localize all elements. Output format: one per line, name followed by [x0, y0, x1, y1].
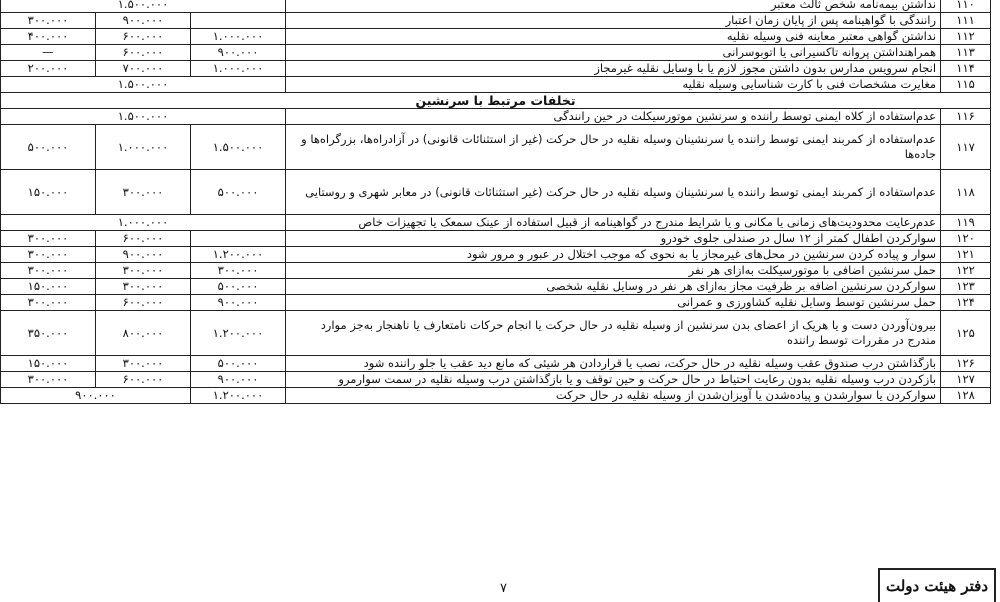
fine-row	[1, 372, 991, 388]
fine-amount-2: ۳۰۰.۰۰۰	[96, 263, 191, 279]
row-number: ۱۱۶	[941, 109, 991, 125]
violation-description: انجام سرویس مدارس بدون داشتن مجوز لازم یا با وسایل نقلیه غیرمجاز	[286, 61, 941, 77]
page-number: ۷	[500, 581, 507, 596]
fine-amount-1: ۹۰۰.۰۰۰	[191, 45, 286, 61]
row-number: ۱۲۳	[941, 279, 991, 295]
fines-table-body	[1, 0, 991, 404]
fine-amount-1: ۱.۵۰۰.۰۰۰	[191, 125, 286, 170]
fine-amount-1: ۵۰۰.۰۰۰	[191, 279, 286, 295]
row-number: ۱۱۵	[941, 77, 991, 93]
fine-amount-3: ۳۰۰.۰۰۰	[1, 247, 96, 263]
fine-amount-1: ۳۰۰.۰۰۰	[191, 263, 286, 279]
fine-amount-2: ۷۰۰.۰۰۰	[96, 61, 191, 77]
section-title: تخلفات مرتبط با سرنشین	[1, 93, 991, 109]
fine-amount-3: ۳۰۰.۰۰۰	[1, 13, 96, 29]
fine-amount-1	[191, 231, 286, 247]
fine-amount-1: ۱.۰۰۰.۰۰۰	[191, 61, 286, 77]
fine-row	[1, 279, 991, 295]
fine-amount-2: ۳۰۰.۰۰۰	[96, 170, 191, 215]
row-number: ۱۱۸	[941, 170, 991, 215]
violation-description: سوارکردن یا سوارشدن و پیاده‌شدن یا آویزان‌شدن از وسیله نقلیه در حال حرکت	[286, 388, 941, 404]
fine-amount-2: ۹۰۰.۰۰۰	[96, 13, 191, 29]
fine-row	[1, 109, 991, 125]
row-number: ۱۱۹	[941, 215, 991, 231]
violation-description: نداشتن گواهی معتبر معاینه فنی وسیله نقلیه	[286, 29, 941, 45]
violation-description: عدم‌استفاده از کمربند ایمنی توسط راننده یا سرنشینان وسیله نقلیه در حال حرکت (غیر استثنائات قانونی) در معابر شهری و روستایی	[286, 170, 941, 215]
section-header-row	[1, 93, 991, 109]
fine-amount-1: ۹۰۰.۰۰۰	[191, 372, 286, 388]
fine-amount-3: ۱۵۰.۰۰۰	[1, 170, 96, 215]
fine-row	[1, 170, 991, 215]
fine-amount-2: ۸۰۰.۰۰۰	[96, 311, 191, 356]
fine-amount-1: ۱.۲۰۰.۰۰۰	[191, 247, 286, 263]
violation-description: مغایرت مشخصات فنی با کارت شناسایی وسیله نقلیه	[286, 77, 941, 93]
fine-amount-2: ۶۰۰.۰۰۰	[96, 295, 191, 311]
fine-amount-merged: ۱.۵۰۰.۰۰۰	[1, 109, 286, 125]
row-number: ۱۲۲	[941, 263, 991, 279]
row-number: ۱۱۷	[941, 125, 991, 170]
fine-amount-merged: ۱.۵۰۰.۰۰۰	[1, 0, 286, 13]
fine-row	[1, 77, 991, 93]
fine-amount-3: ۳۰۰.۰۰۰	[1, 372, 96, 388]
fine-row	[1, 29, 991, 45]
violation-description: رانندگی با گواهینامه پس از پایان زمان اعتبار	[286, 13, 941, 29]
row-number: ۱۲۵	[941, 311, 991, 356]
fine-amount-1: ۵۰۰.۰۰۰	[191, 170, 286, 215]
fine-amount-3: ۱۵۰.۰۰۰	[1, 356, 96, 372]
fine-amount-2: ۳۰۰.۰۰۰	[96, 279, 191, 295]
violation-description: حمل سرنشین اضافی با موتورسیکلت به‌ازای هر نفر	[286, 263, 941, 279]
violation-description: بیرون‌آوردن دست و یا هریک از اعضای بدن سرنشین از وسیله نقلیه در حال حرکت یا انجام حرکات نامتعارف یا ناهنجار به‌جز موارد مندرج در مقررات توسط راننده	[286, 311, 941, 356]
row-number: ۱۲۴	[941, 295, 991, 311]
fine-amount-1	[191, 13, 286, 29]
violation-description: عدم‌استفاده از کمربند ایمنی توسط راننده یا سرنشینان وسیله نقلیه در حال حرکت (غیر از استثنائات قانونی) در آزادراه‌ها، بزرگراه‌ها و جاده‌ها	[286, 125, 941, 170]
fine-amount-merged: ۱.۰۰۰.۰۰۰	[1, 215, 286, 231]
fine-amount-2: ۶۰۰.۰۰۰	[96, 29, 191, 45]
fine-amount-3: ۳۰۰.۰۰۰	[1, 295, 96, 311]
fine-amount-2: ۶۰۰.۰۰۰	[96, 45, 191, 61]
row-number: ۱۱۳	[941, 45, 991, 61]
violation-description: بازکردن درب وسیله نقلیه بدون رعایت احتیاط در حال حرکت و حین توقف و یا بازگذاشتن درب وسیله نقلیه در سمت سوارمرو	[286, 372, 941, 388]
fine-amount-2: ۳۰۰.۰۰۰	[96, 356, 191, 372]
fine-amount-2: ۶۰۰.۰۰۰	[96, 372, 191, 388]
fine-amount-3: ۳۰۰.۰۰۰	[1, 263, 96, 279]
government-office-stamp: دفتر هیئت دولت	[878, 568, 996, 602]
row-number: ۱۲۱	[941, 247, 991, 263]
fine-amount-3: ۱۵۰.۰۰۰	[1, 279, 96, 295]
violation-description: سوارکردن اطفال کمتر از ۱۲ سال در صندلی جلوی خودرو	[286, 231, 941, 247]
fine-row	[1, 247, 991, 263]
fine-amount-2: ۹۰۰.۰۰۰	[96, 247, 191, 263]
fine-amount-1: ۱.۲۰۰.۰۰۰	[191, 311, 286, 356]
fine-row	[1, 13, 991, 29]
fine-row	[1, 231, 991, 247]
fine-row	[1, 61, 991, 77]
fine-amount-merged: ۹۰۰.۰۰۰	[1, 388, 191, 404]
row-number: ۱۱۱	[941, 13, 991, 29]
fine-row	[1, 356, 991, 372]
fine-row	[1, 45, 991, 61]
row-number: ۱۱۲	[941, 29, 991, 45]
fine-amount-3: ۲۰۰.۰۰۰	[1, 61, 96, 77]
violation-description: نداشتن بیمه‌نامه شخص ثالث معتبر	[286, 0, 941, 13]
fine-row	[1, 215, 991, 231]
row-number: ۱۲۰	[941, 231, 991, 247]
fine-amount-3: ۳۵۰.۰۰۰	[1, 311, 96, 356]
fine-row	[1, 311, 991, 356]
row-number: ۱۲۷	[941, 372, 991, 388]
fine-amount-1: ۵۰۰.۰۰۰	[191, 356, 286, 372]
violation-description: حمل سرنشین توسط وسایل نقلیه کشاورزی و عمرانی	[286, 295, 941, 311]
fine-amount-3: ۴۰۰.۰۰۰	[1, 29, 96, 45]
fine-amount-1: ۹۰۰.۰۰۰	[191, 295, 286, 311]
fine-row	[1, 0, 991, 13]
violation-description: سوار و پیاده کردن سرنشین در محل‌های غیرمجاز یا به نحوی که موجب اختلال در عبور و مرور شود	[286, 247, 941, 263]
fine-amount-2: ۶۰۰.۰۰۰	[96, 231, 191, 247]
violation-description: عدم‌رعایت محدودیت‌های زمانی یا مکانی و یا شرایط مندرج در گواهینامه از قبیل استفاده از عینک سمعک یا تجهیزات خاص	[286, 215, 941, 231]
fine-amount-1: ۱.۰۰۰.۰۰۰	[191, 29, 286, 45]
row-number: ۱۱۴	[941, 61, 991, 77]
row-number: ۱۲۶	[941, 356, 991, 372]
violation-description: عدم‌استفاده از کلاه ایمنی توسط راننده و سرنشین موتورسیکلت در حین رانندگی	[286, 109, 941, 125]
fine-amount-merged: ۱.۵۰۰.۰۰۰	[1, 77, 286, 93]
violation-description: بازگذاشتن درب صندوق عقب وسیله نقلیه در حال حرکت، نصب یا قراردادن هر شیئی که مانع دید عقب یا جلو راننده شود	[286, 356, 941, 372]
violation-description: همراهنداشتن پروانه تاکسیرانی یا اتوبوسرانی	[286, 45, 941, 61]
fine-row	[1, 263, 991, 279]
row-number: ۱۱۰	[941, 0, 991, 13]
row-number: ۱۲۸	[941, 388, 991, 404]
fine-row	[1, 295, 991, 311]
fine-row	[1, 388, 991, 404]
fine-amount-1: ۱.۲۰۰.۰۰۰	[191, 388, 286, 404]
violation-description: سوارکردن سرنشین اضافه بر ظرفیت مجاز به‌ازای هر نفر در وسایل نقلیه شخصی	[286, 279, 941, 295]
fine-row	[1, 125, 991, 170]
fine-amount-3: ۳۰۰.۰۰۰	[1, 231, 96, 247]
fine-amount-2: ۱.۰۰۰.۰۰۰	[96, 125, 191, 170]
fine-amount-3: ۵۰۰.۰۰۰	[1, 125, 96, 170]
fine-amount-3: —	[1, 45, 96, 61]
